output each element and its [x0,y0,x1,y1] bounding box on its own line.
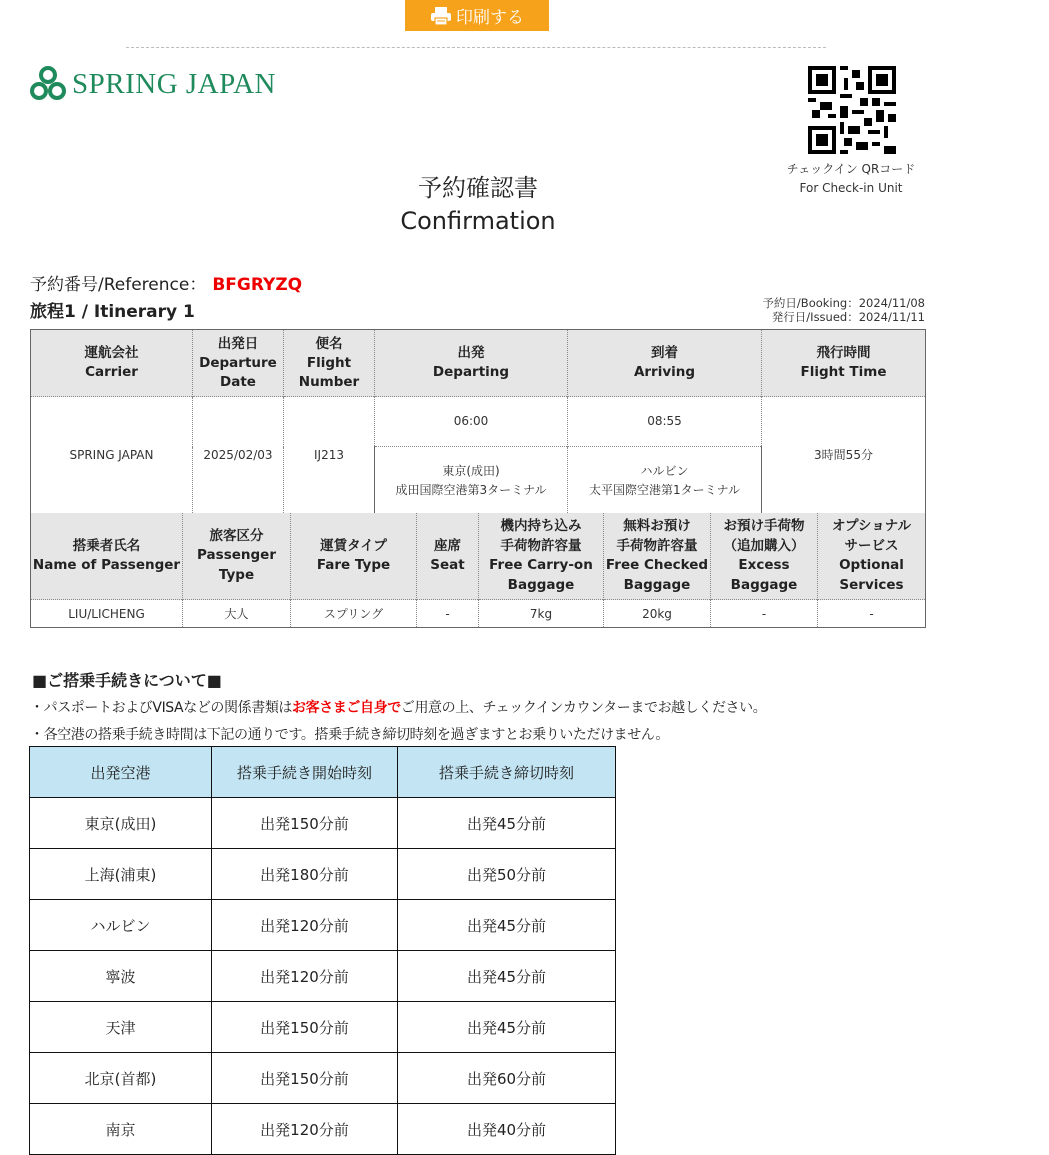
spring-logo-icon [30,66,66,102]
table-row [30,1002,616,1053]
airport-cell: 寧波 [30,951,212,1002]
title-en: Confirmation [400,207,556,235]
flight-row [31,397,926,447]
fare-type-cell: スプリング [291,600,417,628]
open-time-cell: 出発120分前 [212,951,398,1002]
seat-header: 座席 Seat [417,513,479,600]
qr-caption [772,160,930,198]
print-label: 印刷する [456,8,524,28]
checkin-times-table [29,746,616,1155]
airport-cell: 北京(首都) [30,1053,212,1104]
passenger-type-cell: 大人 [183,600,291,628]
close-time-cell: 出発45分前 [398,900,616,951]
passenger-table [30,513,926,628]
airport-cell: 天津 [30,1002,212,1053]
seat-cell: - [417,600,479,628]
close-time-cell: 出発60分前 [398,1053,616,1104]
reference-code: BFGRYZQ [212,275,303,295]
excess-baggage-cell: - [711,600,818,628]
flight-number-header: 便名 Flight Number [284,330,375,397]
checked-baggage-header: 無料お預け 手荷物許容量 Free Checked Baggage [604,513,711,600]
airport-cell: 東京(成田) [30,798,212,849]
reference-label: 予約番号/Reference： [30,275,207,295]
close-time-cell: 出発40分前 [398,1104,616,1155]
optional-services-header: オプショナル サービス Optional Services [818,513,926,600]
open-time-header: 搭乗手続き開始時刻 [212,747,398,798]
flight-number-cell: IJ213 [284,397,375,515]
close-time-cell: 出発45分前 [398,951,616,1002]
arrival-time-cell: 08:55 [568,397,762,447]
arrival-airport-cell: ハルビン 太平国際空港第1ターミナル [568,447,762,515]
close-time-cell: 出発50分前 [398,849,616,900]
carrier-header: 運航会社 Carrier [31,330,193,397]
departure-time-cell: 06:00 [375,397,568,447]
title-ja: 予約確認書 [418,174,538,202]
departing-header: 出発 Departing [375,330,568,397]
table-row [30,798,616,849]
checkin-qr-code [808,66,896,154]
open-time-cell: 出発150分前 [212,1002,398,1053]
airport-cell: 上海(浦東) [30,849,212,900]
passenger-name-cell: LIU/LICHENG [31,600,183,628]
date-header: 出発日 Departure Date [193,330,284,397]
checked-baggage-cell: 20kg [604,600,711,628]
flight-table [30,329,926,515]
table-row [30,849,616,900]
departure-airport-cell: 東京(成田) 成田国際空港第3ターミナル [375,447,568,515]
close-time-header: 搭乗手続き締切時刻 [398,747,616,798]
table-row [30,951,616,1002]
table-row [30,900,616,951]
close-time-cell: 出発45分前 [398,1002,616,1053]
open-time-cell: 出発150分前 [212,798,398,849]
booking-date: 予約日/Booking：2024/11/08 [762,296,925,310]
optional-services-cell: - [818,600,926,628]
table-row [30,1104,616,1155]
carry-on-cell: 7kg [479,600,604,628]
checkin-header-row [30,747,616,798]
passenger-name-header: 搭乗者氏名 Name of Passenger [31,513,183,600]
airport-cell: 南京 [30,1104,212,1155]
open-time-cell: 出発120分前 [212,1104,398,1155]
airport-header: 出発空港 [30,747,212,798]
excess-baggage-header: お預け手荷物 （追加購入） Excess Baggage [711,513,818,600]
passenger-type-header: 旅客区分 Passenger Type [183,513,291,600]
table-row [30,1053,616,1104]
page-title [300,172,656,238]
close-time-cell: 出発45分前 [398,798,616,849]
airport-cell: ハルビン [30,900,212,951]
divider [126,47,826,48]
qr-caption-ja: チェックイン QRコード [786,162,916,176]
reference-line [30,270,302,295]
qr-caption-en: For Check-in Unit [799,181,903,195]
checkin-note-documents: ・パスポートおよびVISAなどの関係書類はお客さまご自身でご用意の上、チェックインカウンターまでお越しください。 [30,700,767,716]
open-time-cell: 出発180分前 [212,849,398,900]
issued-date: 発行日/Issued：2024/11/11 [771,310,925,324]
flight-header-row [31,330,926,397]
duration-cell: 3時間55分 [762,397,926,515]
open-time-cell: 出発150分前 [212,1053,398,1104]
itinerary-title: 旅程1 / Itinerary 1 [30,302,195,322]
carrier-cell: SPRING JAPAN [31,397,193,515]
arriving-header: 到着 Arriving [568,330,762,397]
carry-on-header: 機内持ち込み 手荷物許容量 Free Carry-on Baggage [479,513,604,600]
checkin-section-title: ■ご搭乗手続きについて■ [32,671,222,690]
flight-time-header: 飛行時間 Flight Time [762,330,926,397]
open-time-cell: 出発120分前 [212,900,398,951]
brand-logo [30,66,276,102]
passenger-row [31,600,926,628]
passenger-header-row [31,513,926,600]
issue-dates [700,296,925,324]
print-button[interactable] [405,0,549,31]
date-cell: 2025/02/03 [193,397,284,515]
checkin-note-times: ・各空港の搭乗手続き時間は下記の通りです。搭乗手続き締切時刻を過ぎますとお乗りいただけません。 [30,727,669,743]
fare-type-header: 運賃タイプ Fare Type [291,513,417,600]
printer-icon [430,6,452,26]
brand-name: SPRING JAPAN [72,67,276,100]
